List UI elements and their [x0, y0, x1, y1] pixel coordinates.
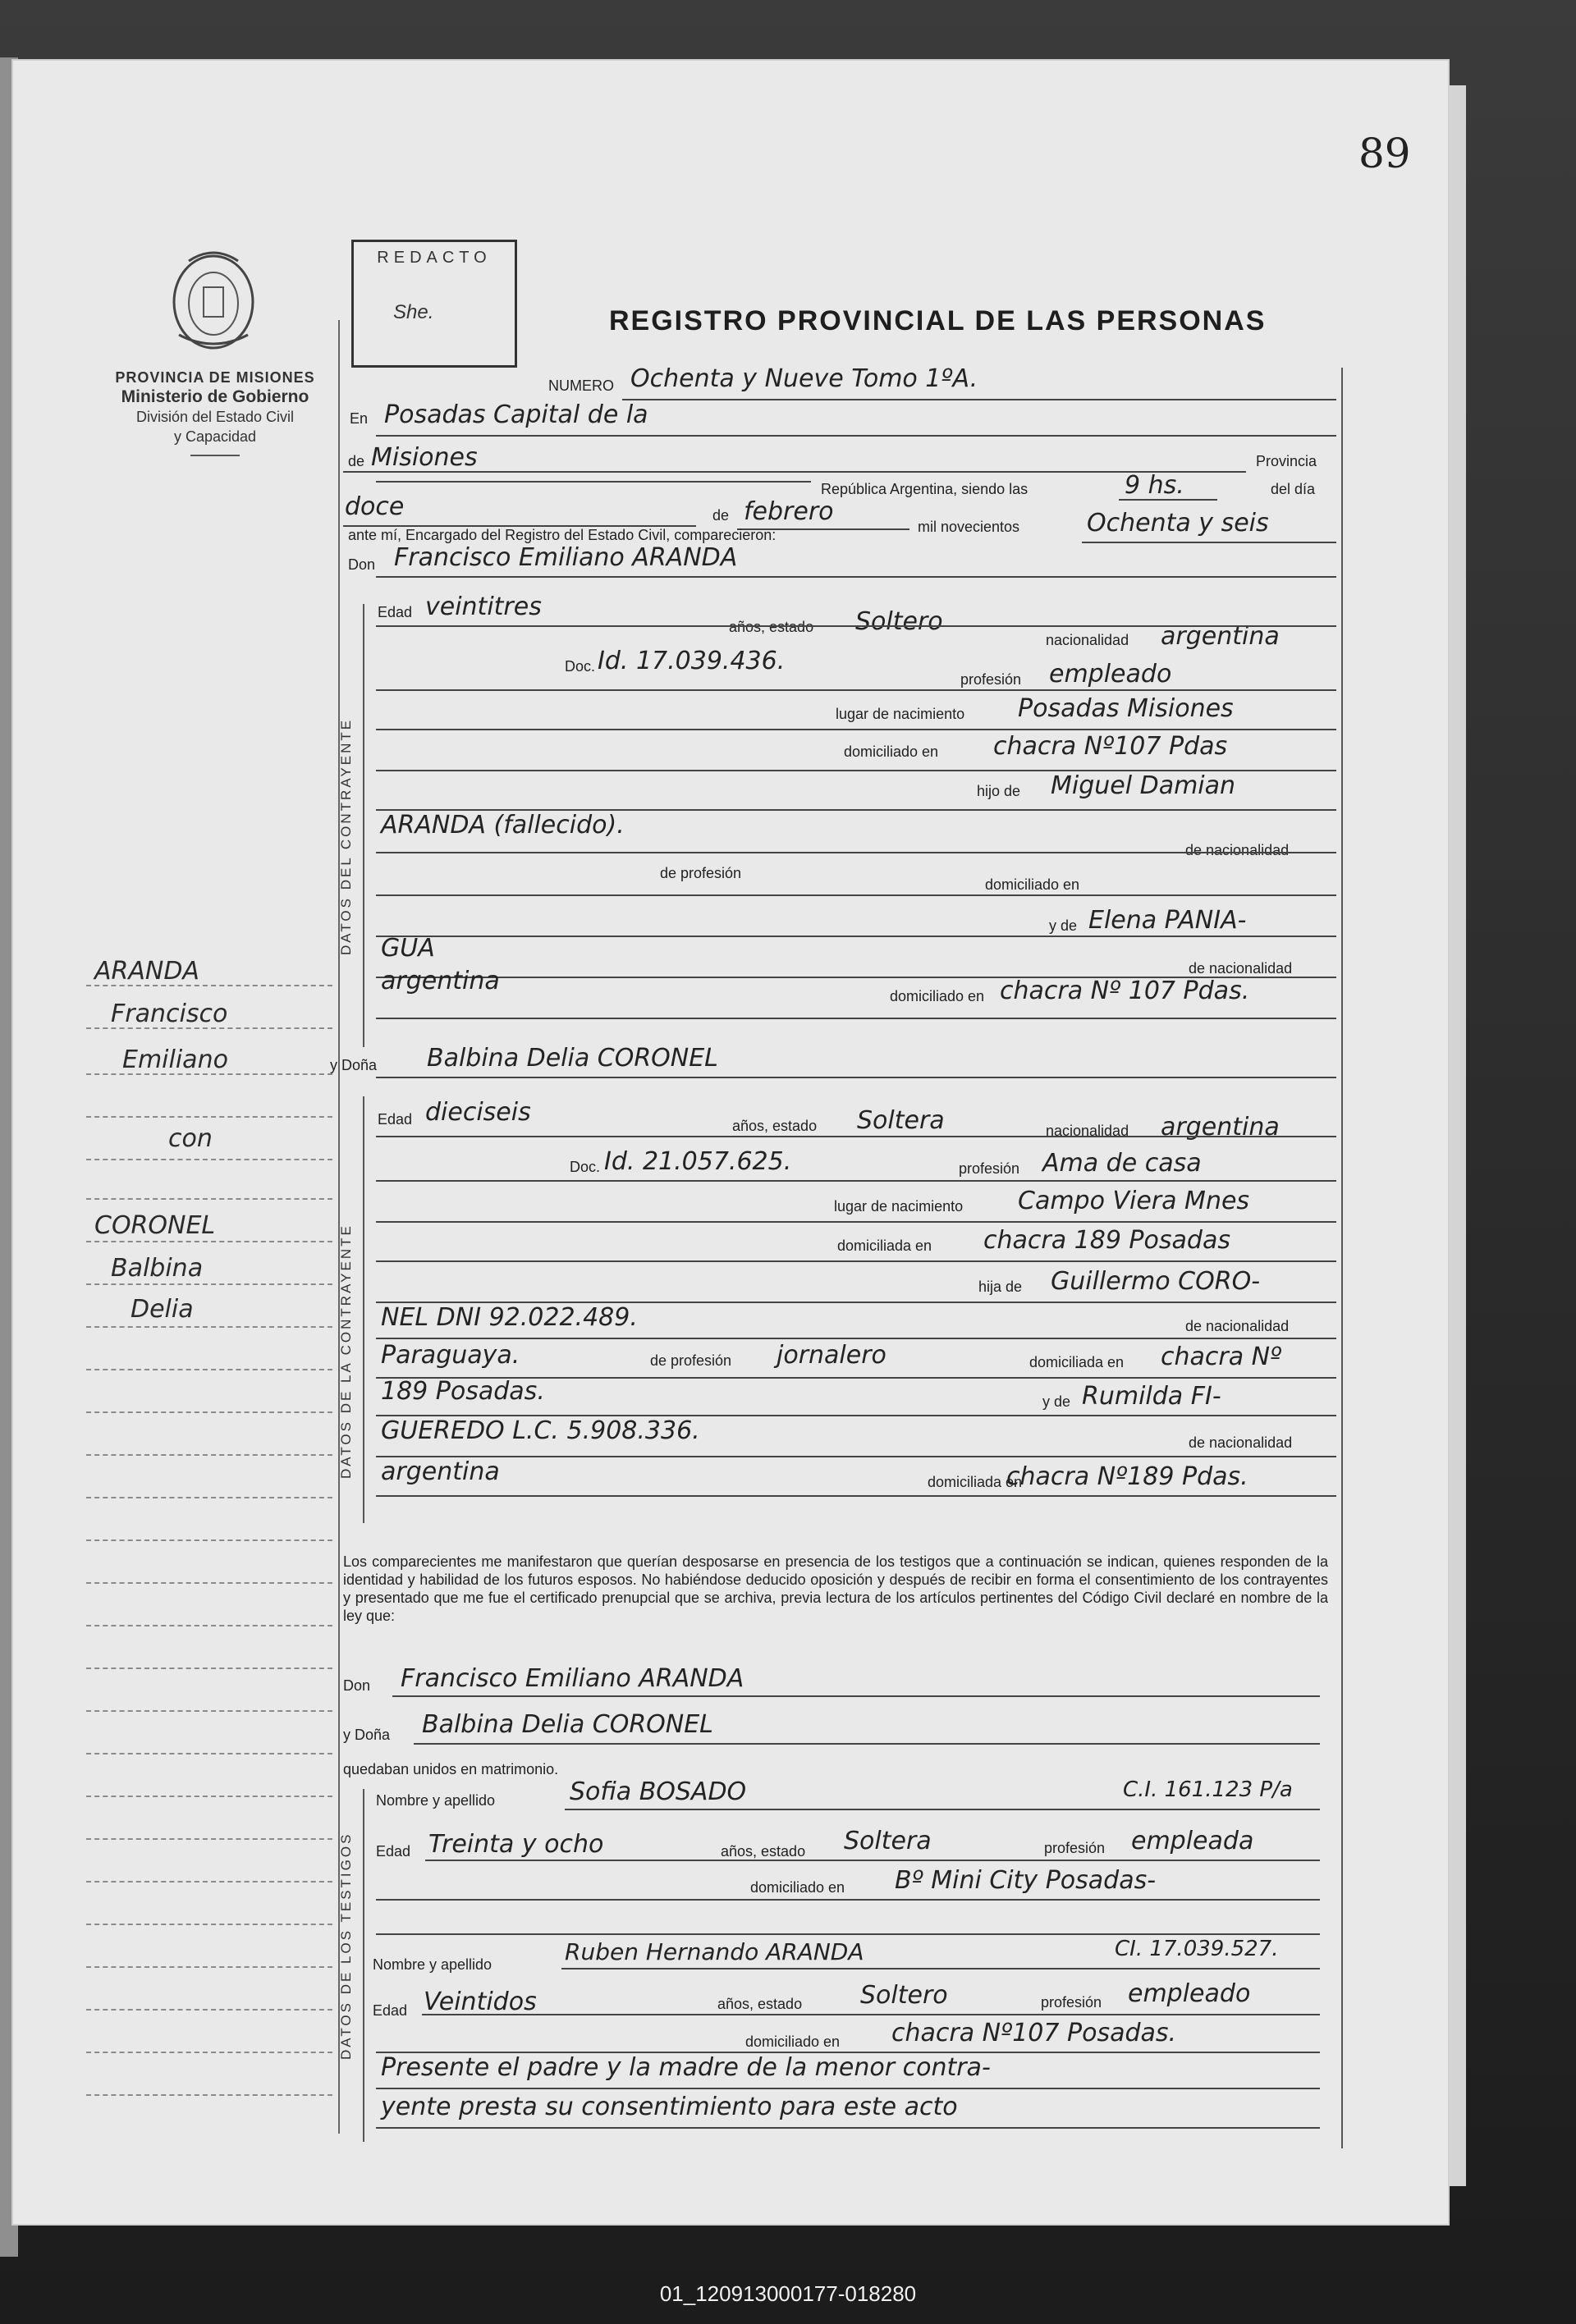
- margin-rule: [86, 1241, 332, 1242]
- domiciliada-label: domiciliada en: [837, 1237, 932, 1254]
- margin-rule: [86, 1881, 332, 1883]
- margin-note: ARANDA: [94, 957, 199, 986]
- groom-profesion: empleado: [1049, 660, 1172, 689]
- de-profesion-label: de profesión: [660, 865, 742, 881]
- witness-2-name: Ruben Hernando ARANDA: [565, 1938, 864, 1965]
- witness-1-domicilio: Bº Mini City Posadas-: [895, 1866, 1157, 1895]
- declaration-dona: Balbina Delia CORONEL: [422, 1710, 713, 1739]
- bride-doc: Id. 21.057.625.: [604, 1147, 792, 1176]
- field-line: [565, 1809, 1320, 1810]
- edad-label: Edad: [373, 2002, 408, 2019]
- field-line: [1082, 542, 1336, 543]
- dona-label: y Doña: [330, 1057, 378, 1073]
- margin-rule: [86, 2009, 332, 2011]
- margin-rule: [86, 1838, 332, 1840]
- hijo-label: hijo de: [977, 783, 1021, 799]
- witness-1-estado: Soltera: [844, 1827, 932, 1855]
- field-line: [343, 471, 1246, 473]
- registry-form: [330, 361, 1345, 2150]
- domiciliado-label-3: domiciliado en: [890, 988, 985, 1004]
- ministry-label: Ministerio de Gobierno: [121, 387, 309, 406]
- field-line: [376, 1899, 1320, 1901]
- margin-rule: [86, 1198, 332, 1200]
- field-line: [414, 1743, 1320, 1745]
- groom-madre: Elena PANIA-: [1088, 906, 1247, 935]
- del-dia-label: del día: [1271, 481, 1316, 497]
- note-line-1: Presente el padre y la madre de la menor contra-: [381, 2053, 991, 2082]
- field-line: [376, 481, 811, 483]
- en-value: Posadas Capital de la: [384, 400, 648, 429]
- witness-1-doc: C.I. 161.123 P/a: [1123, 1777, 1293, 1802]
- lugar-label: lugar de nacimiento: [834, 1198, 964, 1215]
- witness-1-profesion: empleada: [1131, 1827, 1254, 1855]
- provincia-label: Provincia: [1256, 453, 1317, 469]
- anios-label: años, estado: [732, 1118, 818, 1134]
- province-label: PROVINCIA DE MISIONES: [115, 369, 315, 386]
- margin-rule: [86, 1497, 332, 1498]
- margin-notes: [86, 952, 332, 2142]
- groom-madre-domic: chacra Nº 107 Pdas.: [1000, 977, 1250, 1005]
- scan-identifier: 01_120913000177-018280: [659, 2281, 917, 2306]
- groom-section-label: DATOS DEL CONTRAYENTE: [338, 717, 354, 955]
- groom-domicilio: chacra Nº107 Pdas: [993, 732, 1228, 761]
- de-nacionalidad-label-2: de nacionalidad: [1189, 1434, 1293, 1451]
- field-line: [376, 1018, 1336, 1019]
- capacity-label: y Capacidad: [173, 428, 257, 445]
- bride-lugar: Campo Viera Mnes: [1018, 1187, 1250, 1215]
- declaration-don: Francisco Emiliano ARANDA: [401, 1664, 744, 1693]
- profesion-label: profesión: [960, 671, 1022, 688]
- page-edge: [1450, 85, 1466, 2186]
- bride-padre: Guillermo CORO-: [1051, 1267, 1261, 1296]
- bride-padre-prof: jornalero: [777, 1341, 886, 1370]
- groom-padre: Miguel Damian: [1051, 771, 1236, 800]
- field-line: [376, 1495, 1336, 1497]
- field-line: [392, 1695, 1320, 1697]
- hija-label: hija de: [978, 1279, 1023, 1295]
- margin-note: con: [168, 1124, 213, 1153]
- profesion-label: profesión: [959, 1160, 1020, 1177]
- field-line: [376, 936, 1336, 937]
- de-label: de: [348, 453, 365, 469]
- de-nacionalidad-label-2: de nacionalidad: [1189, 960, 1293, 977]
- field-line: [622, 399, 1336, 400]
- de-nacionalidad-label: de nacionalidad: [1185, 842, 1290, 858]
- republica-label: República Argentina, siendo las: [821, 481, 1029, 497]
- bride-padre-nac: Paraguaya.: [381, 1341, 520, 1370]
- domiciliada-label-2: domiciliada en: [1029, 1354, 1125, 1370]
- domiciliado-label: domiciliado en: [750, 1879, 845, 1896]
- don-label: Don: [348, 556, 376, 573]
- nacionalidad-label: nacionalidad: [1046, 632, 1129, 648]
- margin-rule: [86, 1625, 332, 1626]
- bride-madre-cont: GUEREDO L.C. 5.908.336.: [381, 1416, 700, 1445]
- margin-note: Emiliano: [122, 1045, 228, 1074]
- field-line: [376, 852, 1336, 853]
- division-label: División del Estado Civil: [135, 409, 295, 425]
- groom-lugar: Posadas Misiones: [1018, 694, 1234, 723]
- edad-label: Edad: [378, 1111, 413, 1128]
- lugar-label: lugar de nacimiento: [836, 706, 965, 722]
- witness-1-name: Sofia BOSADO: [570, 1777, 747, 1806]
- groom-doc: Id. 17.039.436.: [598, 647, 786, 675]
- field-line: [376, 1260, 1336, 1262]
- bride-padre-domic: chacra Nº: [1161, 1343, 1282, 1371]
- margin-note: Balbina: [111, 1254, 204, 1283]
- dia-value: doce: [345, 492, 405, 521]
- witness-2-estado: Soltero: [860, 1981, 948, 2010]
- redacto-value: She.: [393, 301, 434, 323]
- field-line: [376, 576, 1336, 578]
- don-label: Don: [343, 1677, 371, 1694]
- field-line: [425, 1860, 1320, 1861]
- groom-name: Francisco Emiliano ARANDA: [394, 543, 738, 572]
- field-line: [376, 689, 1336, 691]
- groom-padre-cont: ARANDA (fallecido).: [381, 811, 625, 839]
- margin-note: CORONEL: [94, 1211, 216, 1240]
- bride-nacionalidad: argentina: [1161, 1113, 1280, 1141]
- field-line: [376, 2127, 1320, 2129]
- numero-label: NUMERO: [548, 377, 614, 394]
- witnesses-section-label: DATOS DE LOS TESTIGOS: [338, 1832, 354, 2060]
- field-line: [376, 1933, 1320, 1935]
- witness-2-profesion: empleado: [1128, 1979, 1251, 2008]
- nombre-label: Nombre y apellido: [376, 1792, 496, 1809]
- doc-label: Doc.: [565, 658, 596, 675]
- groom-nacionalidad: argentina: [1161, 622, 1280, 651]
- de-profesion-label: de profesión: [650, 1352, 732, 1369]
- header-rule: [190, 455, 240, 456]
- nombre-label: Nombre y apellido: [373, 1956, 492, 1973]
- note-line-2: yente presta su consentimiento para este acto: [381, 2093, 958, 2121]
- margin-rule: [86, 1710, 332, 1712]
- field-line: [376, 1338, 1336, 1339]
- groom-madre-nac: argentina: [381, 967, 500, 995]
- coat-of-arms-icon: [164, 245, 263, 353]
- field-line: [376, 1221, 1336, 1223]
- field-line: [376, 1180, 1336, 1182]
- field-line: [376, 1136, 1336, 1137]
- profesion-label: profesión: [1044, 1840, 1106, 1856]
- margin-rule: [86, 1966, 332, 1968]
- anios-label: años, estado: [717, 1996, 803, 2012]
- redacto-label: REDACTO: [377, 249, 492, 267]
- field-line: [376, 729, 1336, 730]
- bride-padre-cont: NEL DNI 92.022.489.: [381, 1303, 638, 1332]
- domiciliado-label: domiciliado en: [745, 2034, 841, 2050]
- margin-rule: [86, 1411, 332, 1413]
- en-label: En: [350, 410, 369, 427]
- margin-rule: [86, 1668, 332, 1669]
- domiciliado-label-2: domiciliado en: [985, 876, 1080, 893]
- margin-rule: [86, 1539, 332, 1541]
- field-line: [376, 1077, 1336, 1078]
- de-nacionalidad-label: de nacionalidad: [1185, 1318, 1290, 1334]
- mil-label: mil novecientos: [918, 519, 1020, 535]
- field-line: [376, 625, 1336, 627]
- margin-rule: [86, 1753, 332, 1754]
- groom-madre-cont: GUA: [381, 934, 435, 963]
- dona-label: y Doña: [343, 1727, 391, 1743]
- profesion-label: profesión: [1041, 1994, 1102, 2011]
- closing-text: quedaban unidos en matrimonio.: [343, 1761, 559, 1777]
- margin-rule: [86, 1369, 332, 1370]
- domiciliado-label: domiciliado en: [844, 743, 939, 760]
- edad-label: Edad: [378, 604, 413, 620]
- section-divider: [363, 604, 364, 1047]
- bride-estado: Soltera: [857, 1106, 945, 1135]
- y-de-label: y de: [1042, 1393, 1071, 1410]
- nacionalidad-label: nacionalidad: [1046, 1123, 1129, 1139]
- bride-madre-domic: chacra Nº189 Pdas.: [1006, 1462, 1248, 1491]
- section-divider: [363, 1789, 364, 2142]
- margin-rule: [86, 1924, 332, 1925]
- declaration-text: Los comparecientes me manifestaron que querían desposarse en presencia de los testigos que a continuación se indican, quienes responden de la identidad y habilidad de los futuros esposos. No habiéndose deducido oposición y después de recibir en forma el consentimiento de los contrayentes y presentado que me fue el certificado prenupcial que se archiva, previa lectura de los artículos pertinentes del Código Civil declaré en nombre de la ley que:: [343, 1553, 1328, 1624]
- document-title: REGISTRO PROVINCIAL DE LAS PERSONAS: [609, 305, 1267, 336]
- field-line: [1119, 499, 1217, 501]
- field-line: [561, 1968, 1320, 1969]
- de-value: Misiones: [371, 443, 478, 472]
- witness-2-doc: CI. 17.039.527.: [1115, 1937, 1279, 1961]
- bride-name: Balbina Delia CORONEL: [427, 1044, 718, 1073]
- anio-value: Ochenta y seis: [1087, 509, 1269, 538]
- margin-rule: [86, 1326, 332, 1328]
- margin-note: Francisco: [111, 1000, 228, 1028]
- de-mes-label: de: [712, 507, 730, 524]
- margin-rule: [86, 2094, 332, 2096]
- margin-rule: [86, 1159, 332, 1160]
- domiciliada-label-3: domiciliada en: [928, 1474, 1023, 1490]
- ante-label: ante mí, Encargado del Registro del Estado Civil, comparecieron:: [348, 527, 777, 543]
- margin-rule: [86, 1582, 332, 1584]
- y-de-label: y de: [1049, 917, 1078, 934]
- margin-rule: [86, 1283, 332, 1285]
- margin-rule: [86, 1796, 332, 1797]
- hora-value: 9 hs.: [1125, 471, 1184, 500]
- edad-label: Edad: [376, 1843, 411, 1860]
- bride-madre: Rumilda FI-: [1082, 1382, 1221, 1411]
- margin-rule: [86, 1454, 332, 1456]
- field-line: [376, 1456, 1336, 1457]
- bride-profesion: Ama de casa: [1042, 1149, 1202, 1178]
- field-line: [376, 2088, 1320, 2089]
- anios-label: años, estado: [729, 619, 814, 635]
- anios-label: años, estado: [721, 1843, 806, 1860]
- section-divider: [363, 1096, 364, 1523]
- bride-section-label: DATOS DE LA CONTRAYENTE: [338, 1224, 354, 1479]
- doc-label: Doc.: [570, 1159, 601, 1175]
- margin-rule: [86, 1116, 332, 1118]
- bride-domicilio: chacra 189 Posadas: [983, 1226, 1230, 1255]
- field-line: [376, 435, 1336, 437]
- witness-1-edad: Treinta y ocho: [428, 1830, 604, 1859]
- witness-2-edad: Veintidos: [424, 1988, 537, 2016]
- groom-estado: Soltero: [855, 607, 943, 636]
- field-line: [376, 894, 1336, 896]
- ministry-header: [92, 368, 338, 456]
- margin-rule: [86, 2052, 332, 2053]
- page-number: 89: [1358, 130, 1411, 177]
- numero-value: Ochenta y Nueve Tomo 1ºA.: [630, 364, 978, 393]
- witness-2-domicilio: chacra Nº107 Posadas.: [891, 2019, 1177, 2047]
- bride-padre-domic-cont: 189 Posadas.: [381, 1377, 545, 1406]
- groom-edad: veintitres: [425, 592, 542, 621]
- margin-note: Delia: [131, 1295, 194, 1324]
- redacto-box: [351, 240, 517, 368]
- bride-madre-nac: argentina: [381, 1457, 500, 1486]
- field-line: [422, 2014, 1320, 2015]
- mes-value: febrero: [744, 497, 834, 526]
- bride-edad: dieciseis: [425, 1098, 531, 1127]
